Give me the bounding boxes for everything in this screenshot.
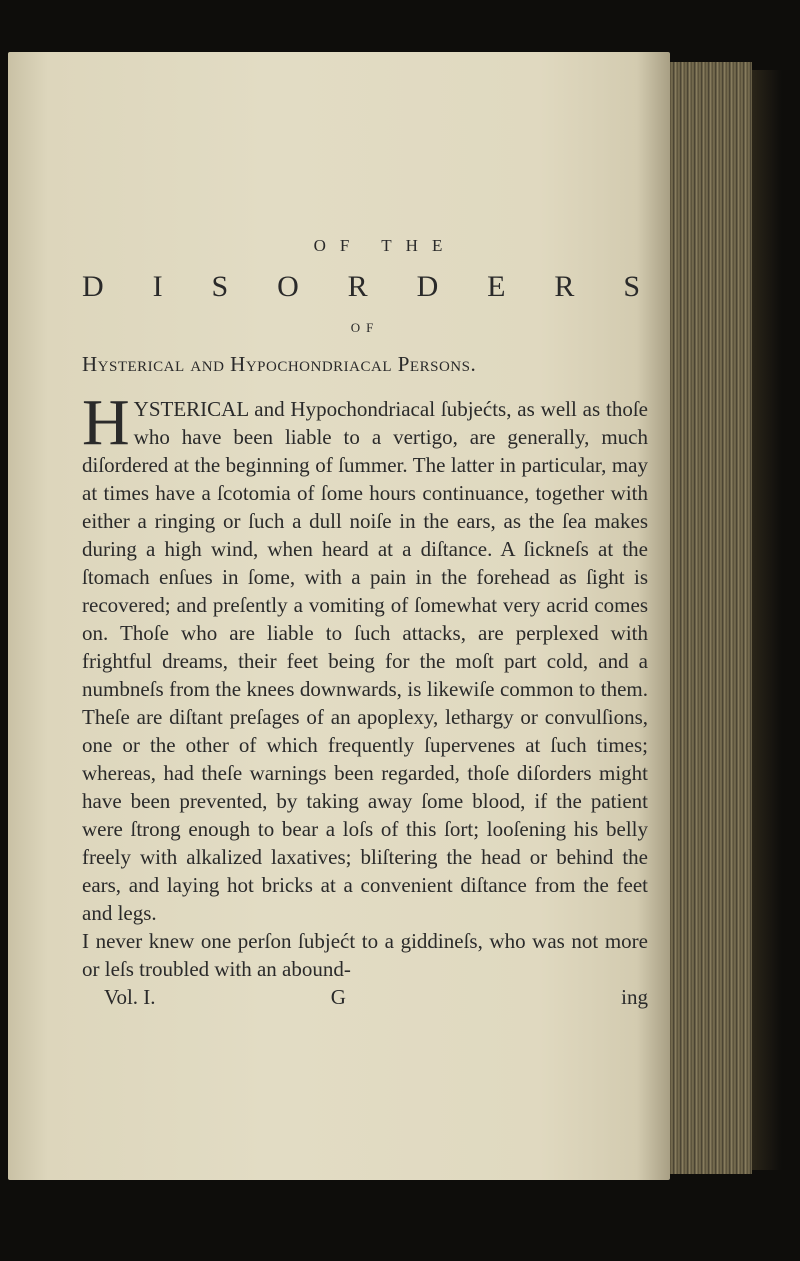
catchword: ing — [621, 985, 648, 1009]
disorders-letter: E — [487, 270, 506, 303]
heading-of: OF — [350, 320, 380, 335]
volume-label: Vol. I. — [104, 985, 156, 1009]
page-edges-shadow — [752, 70, 782, 1170]
disorders-letter: D — [82, 270, 104, 303]
paragraph-2: I never knew one perſon ſubjećt to a giddineſs, who was not more or leſs troubled with an abound- — [82, 929, 648, 981]
disorders-letter: O — [277, 270, 299, 303]
disorders-letter: R — [554, 270, 575, 303]
drop-cap: H — [82, 386, 130, 459]
disorders-letter: R — [347, 270, 368, 303]
disorders-letter: S — [623, 270, 640, 303]
disorders-letter: I — [152, 270, 163, 303]
heading-subtitle: Hysterical and Hypochondriacal Persons. — [82, 352, 477, 376]
page-edges — [670, 62, 752, 1174]
paragraph-1: YSTERICAL and Hypochondriacal ſubjećts, as well as thoſe who have been liable to a vertigo, are generally, much diſordered at the beginning of ſummer. The latter in particular, may at times have a ſcotomia of ſome hours continuance, together with either a ringing or ſuch a dull noiſe in the ears, as the ſea makes during a high wind, when heard at a diſtance. A ſickneſs at the ſtomach enſues in ſome, with a pain in the forehead as ſight is recovered; and preſently a vomiting of ſomewhat very acrid comes on. Thoſe who are liable to ſuch attacks, are perplexed with frightful dreams, their feet being for the moſt part cold, and a numbneſs from the knees downwards, is likewiſe common to them. Theſe are diſtant preſages of an apoplexy, lethargy or convulſions, one or the other of which frequently ſupervenes at ſuch times; whereas, had theſe warnings been regarded, thoſe diſorders might have been prevented, by taking away ſome blood, if the patient were ſtrong enough to bear a loſs of this ſort; looſening his belly freely with alkalized laxatives; bliſtering the head or behind the ears, and laying hot bricks at a convenient diſtance from the feet and legs. — [82, 397, 648, 925]
body-text — [82, 386, 648, 983]
disorders-letter: D — [416, 270, 439, 303]
page-footer — [82, 985, 648, 1010]
disorders-letter: S — [211, 270, 229, 303]
signature-mark: G — [330, 985, 346, 1009]
heading-of-the: OF THE — [313, 236, 457, 255]
heading-disorders — [82, 270, 648, 304]
page-content — [82, 205, 648, 1010]
